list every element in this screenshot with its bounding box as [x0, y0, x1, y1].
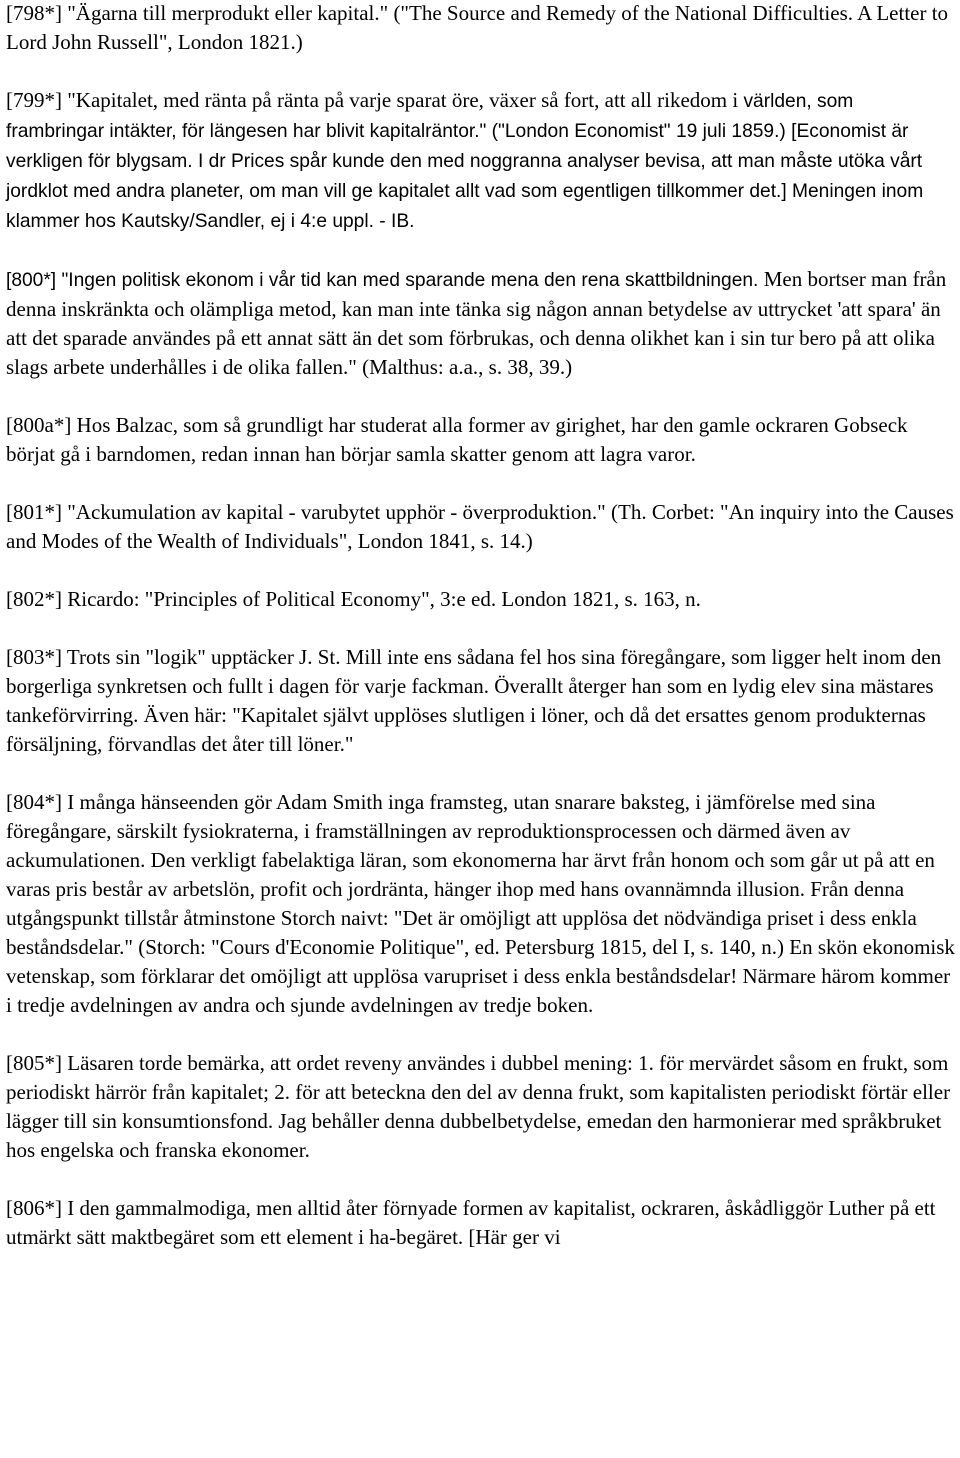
footnote-802	[6, 585, 956, 614]
footnote-text: [802*] Ricardo: "Principles of Political Economy", 3:e ed. London 1821, s. 163, n.	[6, 587, 701, 611]
footnote-text: [804*] I många hänseenden gör Adam Smith inga framsteg, utan snarare baksteg, i jämförelse med sina föregångare, särskilt fysiokraterna, i framställningen av reproduktionsprocessen och därmed även av ackumulationen. Den verkligt fabelaktiga läran, som ekonomerna har ärvt från honom och som går ut på att en varas pris består av arbetslön, profit och jordränta, hänger ihop med hans ovannämnda illusion. Från denna utgångspunkt tillstår åtminstone Storch naivt: "Det är omöjligt att upplösa det nödvändiga priset i dess enkla beståndsdelar." (Storch: "Cours d'Economie Politique", ed. Petersburg 1815, del I, s. 140, n.) En skön ekonomisk vetenskap, som förklarar det omöjligt att upplösa varupriset i dess enkla beståndsdelar! Närmare härom kommer i tredje avdelningen av andra och sjunde avdelningen av tredje boken.	[6, 790, 955, 1017]
footnote-text: [801*] "Ackumulation av kapital - varubytet upphör - överproduktion." (Th. Corbet: "An inquiry into the Causes and Modes of the Wealth of Individuals", London 1841, s. 14.)	[6, 500, 954, 553]
footnote-800a	[6, 411, 956, 469]
footnote-806	[6, 1194, 956, 1252]
footnote-805	[6, 1049, 956, 1165]
footnote-text: [800*] "Ingen politisk ekonom i vår tid kan med sparande mena den rena skattbildningen.	[6, 270, 764, 291]
footnote-799	[6, 86, 956, 236]
footnote-798	[6, 0, 956, 57]
footnote-801	[6, 498, 956, 556]
footnote-text: [803*] Trots sin "logik" upptäcker J. St. Mill inte ens sådana fel hos sina föregångare, som ligger helt inom den borgerliga synkretsen och fullt i dagen för varje fackman. Överallt återger han som en lydig elev sina mästares tankeförvirring. Även här: "Kapitalet självt upplöses slutligen i löner, och då det ersattes genom produkternas försäljning, förvandlas det åter till löner."	[6, 645, 942, 756]
footnote-803	[6, 643, 956, 759]
footnote-text: [800a*] Hos Balzac, som så grundligt har studerat alla former av girighet, har den gamle ockraren Gobseck börjat gå i barndomen, redan innan han börjar samla skatter genom att lagra varor.	[6, 413, 908, 466]
footnote-text: [799*] "Kapitalet, med ränta på ränta på varje sparat öre, växer så fort, att all rikedom i	[6, 88, 744, 112]
footnote-800	[6, 265, 956, 382]
footnote-text: Men bortser man från denna inskränkta och olämpliga metod, kan man inte tänka sig någon annan betydelse av uttrycket 'att spara' än att det sparade användes på ett annat sätt än det som förbrukas, och denna olikhet kan i sin tur bero på att olika slags arbete underhålles i de olika fallen." (Malthus: a.a., s. 38, 39.)	[6, 267, 947, 379]
footnote-text: världen, som frambringar intäkter, för längesen har blivit kapitalräntor." ("London Economist" 19 juli 1859.) [Economist är verkligen för blygsam. I dr Prices spår kunde den med noggranna analyser bevisa, att man måste utöka vårt jordklot med andra planeter, om man vill ge kapitalet allt vad som egentligen tillkommer det.] Meningen inom klammer hos Kautsky/Sandler, ej i 4:e uppl. - IB.	[6, 91, 924, 232]
footnote-text: [798*] "Ägarna till merprodukt eller kapital." ("The Source and Remedy of the National Difficulties. A Letter to Lord John Russell", London 1821.)	[6, 1, 949, 54]
footnote-804	[6, 788, 956, 1020]
footnote-text: [806*] I den gammalmodiga, men alltid åter förnyade formen av kapitalist, ockraren, åskådliggör Luther på ett utmärkt sätt maktbegäret som ett element i ha-begäret. [Här ger vi	[6, 1196, 936, 1249]
footnote-text: [805*] Läsaren torde bemärka, att ordet reveny användes i dubbel mening: 1. för mervärdet såsom en frukt, som periodiskt härrör från kapitalet; 2. för att beteckna den del av denna frukt, som kapitalisten periodiskt förtär eller lägger till sin konsumtionsfond. Jag behåller denna dubbelbetydelse, emedan den harmonierar med språkbruket hos engelska och franska ekonomer.	[6, 1051, 951, 1162]
